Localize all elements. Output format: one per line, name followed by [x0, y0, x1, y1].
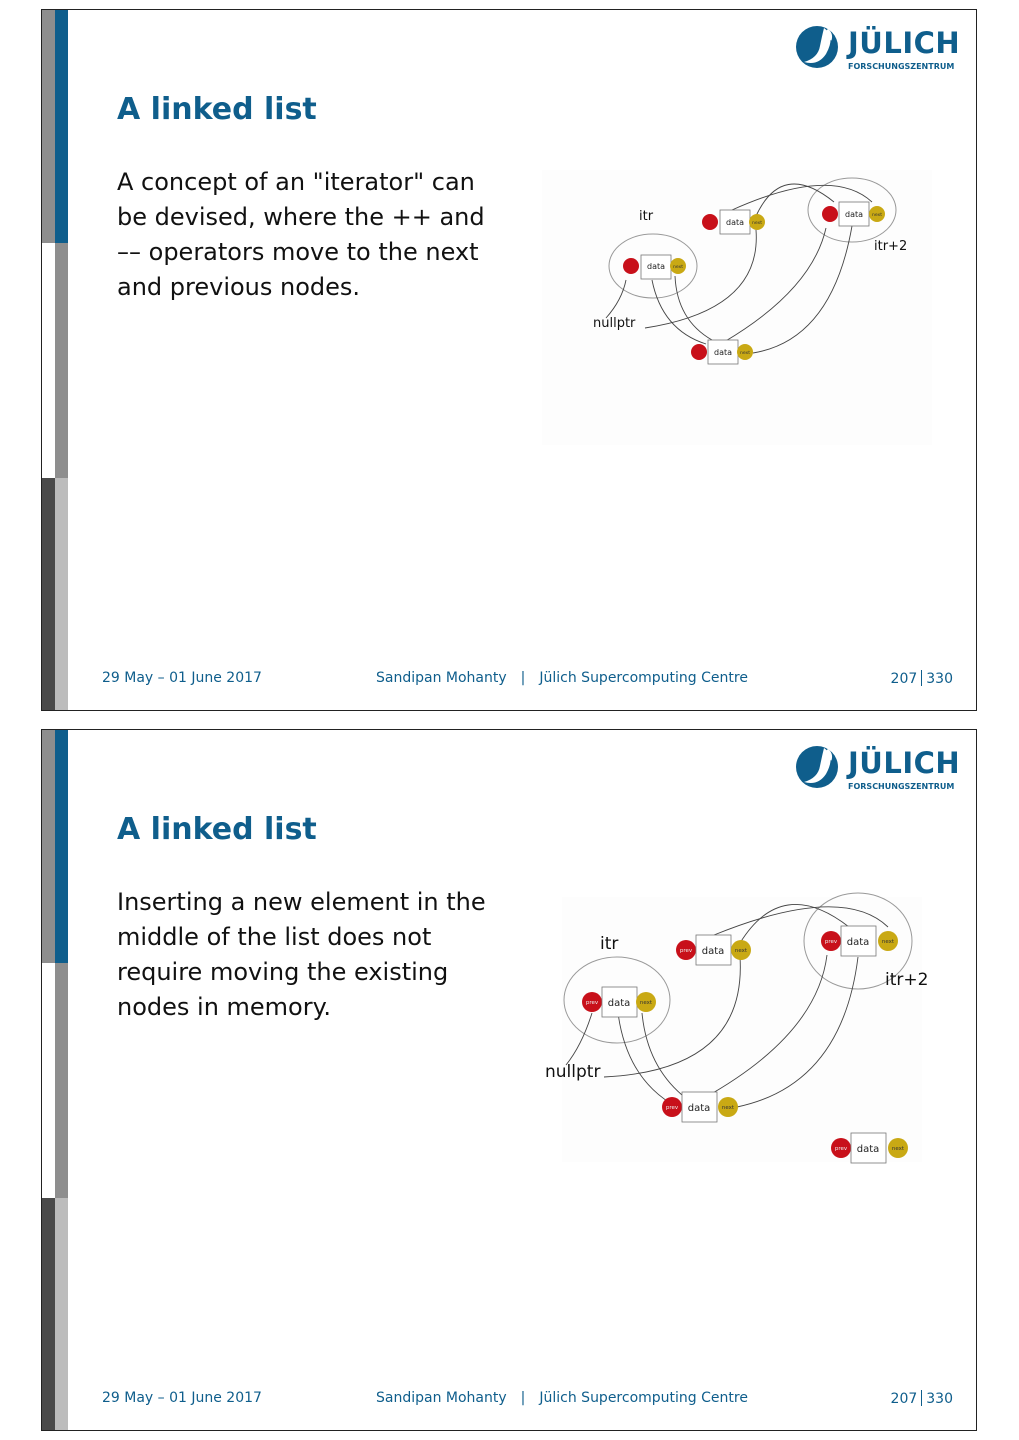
- node-next-label: next: [673, 265, 683, 270]
- logo-subtitle: FORSCHUNGSZENTRUM: [848, 782, 955, 791]
- node-data-label: data: [646, 262, 666, 271]
- julich-logo-mark-icon: [794, 742, 844, 792]
- slide-title: A linked list: [117, 92, 317, 127]
- node-next-label: next: [752, 221, 762, 226]
- node-data-label: data: [713, 348, 733, 357]
- node-data-label: data: [607, 998, 631, 1009]
- node-data-label: data: [687, 1103, 711, 1114]
- node-prev-label: prev: [665, 1105, 679, 1111]
- logo-wordmark: JÜLICH: [848, 746, 961, 780]
- slide-footer: [42, 670, 977, 690]
- node-next-label: next: [891, 1146, 905, 1152]
- sidebar-decoration: [42, 10, 68, 710]
- page-current: 207: [890, 1391, 918, 1407]
- itr2-label: itr+2: [885, 970, 929, 990]
- page-total: 330: [926, 671, 953, 687]
- linked-list-diagram: [542, 885, 942, 1175]
- slide-body-text: A concept of an "iterator" can be devised, where the ++ and –– operators move to the next and previous nodes.: [117, 168, 485, 301]
- node-next-label: next: [721, 1105, 735, 1111]
- node-next-label: next: [881, 939, 895, 945]
- page-current: 207: [890, 671, 918, 687]
- nullptr-label: nullptr: [593, 316, 636, 331]
- slide-2: [41, 729, 977, 1431]
- node-data-label: data: [856, 1144, 880, 1155]
- itr-label: itr: [600, 934, 619, 954]
- node-data-label: data: [725, 218, 745, 227]
- slide-title: A linked list: [117, 812, 317, 847]
- node-next-label: next: [740, 351, 750, 356]
- linked-list-diagram: [542, 170, 932, 445]
- slide-footer: [42, 1390, 977, 1410]
- footer-author: Sandipan Mohanty: [376, 670, 507, 686]
- node-prev-label: prev: [834, 1146, 848, 1152]
- slide-body-text: Inserting a new element in the middle of the list does not require moving the existing nodes in memory.: [117, 888, 486, 1021]
- footer-institution: Jülich Supercomputing Centre: [539, 670, 748, 686]
- node-prev-label: prev: [824, 939, 838, 945]
- footer-date: 29 May – 01 June 2017: [102, 1390, 262, 1406]
- node-next-label: next: [872, 213, 882, 218]
- itr-label: itr: [639, 209, 654, 224]
- node-data-label: data: [846, 937, 870, 948]
- itr2-label: itr+2: [874, 239, 908, 254]
- footer-separator: |: [520, 670, 526, 686]
- nullptr-label: nullptr: [545, 1062, 601, 1082]
- page-number: [891, 670, 953, 687]
- julich-logo: [794, 20, 961, 76]
- node-data-label: data: [701, 946, 725, 957]
- slide-1: [41, 9, 977, 711]
- node-prev-label: prev: [679, 948, 693, 954]
- logo-subtitle: FORSCHUNGSZENTRUM: [848, 62, 955, 71]
- logo-wordmark: JÜLICH: [848, 26, 961, 60]
- node-data-label: data: [844, 210, 864, 219]
- sidebar-decoration: [42, 730, 68, 1430]
- page-number: [891, 1390, 953, 1407]
- footer-author: Sandipan Mohanty: [376, 1390, 507, 1406]
- footer-date: 29 May – 01 June 2017: [102, 670, 262, 686]
- node-next-label: next: [734, 948, 748, 954]
- node-next-label: next: [639, 1000, 653, 1006]
- footer-institution: Jülich Supercomputing Centre: [539, 1390, 748, 1406]
- page-total: 330: [926, 1391, 953, 1407]
- footer-separator: |: [520, 1390, 526, 1406]
- julich-logo-mark-icon: [794, 22, 844, 72]
- node-prev-label: prev: [585, 1000, 599, 1006]
- julich-logo: [794, 740, 961, 796]
